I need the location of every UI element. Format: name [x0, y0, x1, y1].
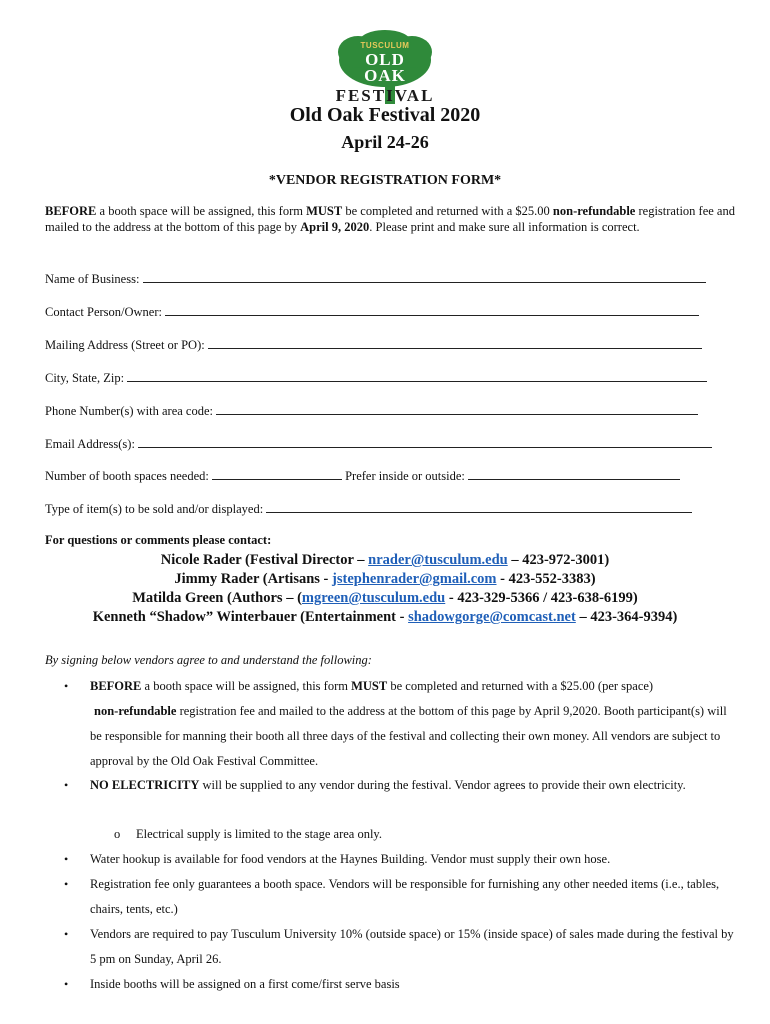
sub-bullet-icon: o — [114, 827, 121, 841]
logo-line-3: FESTIVAL — [335, 86, 435, 105]
contact-person-label: Contact Person/Owner: — [45, 305, 162, 319]
city-state-zip-field[interactable] — [45, 369, 707, 386]
bullet-icon: • — [64, 778, 69, 792]
bullet-icon: • — [64, 927, 69, 941]
bullet-item: • Registration fee only guarantees a booth space. Vendors will be responsible for furnishing any other needed items (i.e., tables, chairs, tents, etc.) — [90, 872, 735, 922]
contact-person-field[interactable] — [45, 303, 699, 320]
contact-person-line[interactable] — [165, 303, 699, 316]
bullet-item: • Inside booths will be assigned on a first come/first serve basis — [90, 972, 735, 997]
contact-email-link[interactable]: nrader@tusculum.edu — [368, 552, 508, 568]
bullet-icon: • — [64, 977, 69, 991]
festival-logo — [330, 30, 440, 106]
logo-top-text: TUSCULUM — [360, 41, 410, 50]
bullet-icon: • — [64, 852, 69, 866]
booth-spaces-line[interactable] — [212, 467, 342, 480]
email-address-field[interactable] — [45, 435, 712, 452]
festival-dates: April 24-26 — [341, 132, 429, 152]
bullet-icon: • — [64, 679, 69, 693]
contact-line: Jimmy Rader (Artisans - jstephenrader@gmail.com - 423-552-3383) — [174, 571, 596, 587]
item-type-line[interactable] — [266, 500, 692, 513]
inside-outside-line[interactable] — [468, 467, 680, 480]
bullet-icon: • — [64, 877, 69, 891]
city-state-zip-line[interactable] — [127, 369, 707, 382]
phone-number-field[interactable] — [45, 402, 698, 419]
inside-outside-label: Prefer inside or outside: — [345, 469, 465, 483]
business-name-label: Name of Business: — [45, 272, 140, 286]
booth-spaces-field[interactable] — [45, 467, 680, 484]
bullet-item: • BEFORE a booth space will be assigned, this form MUST be completed and returned with a $25.00 (per space) non-refundable registration fee and mailed to the address at the bottom of this page by April 9,2020. Booth participant(s) will be responsible for manning their booth all three days of the festival and collecting their own money. All vendors are subject to approval by the Old Oak Festival Committee. — [90, 674, 735, 774]
phone-number-line[interactable] — [216, 402, 698, 415]
business-name-line[interactable] — [143, 270, 706, 283]
business-name-field[interactable] — [45, 270, 706, 287]
contact-email-link[interactable]: shadowgorge@comcast.net — [408, 609, 576, 625]
email-address-line[interactable] — [138, 435, 712, 448]
page-title: Old Oak Festival 2020 — [289, 104, 481, 126]
phone-number-label: Phone Number(s) with area code: — [45, 404, 213, 418]
item-type-label: Type of item(s) to be sold and/or displayed: — [45, 502, 264, 516]
city-state-zip-label: City, State, Zip: — [45, 371, 125, 385]
bullet-item: • Water hookup is available for food vendors at the Haynes Building. Vendor must supply their own hose. — [90, 847, 735, 872]
contacts-list — [0, 551, 770, 627]
email-address-label: Email Address(s): — [45, 437, 135, 451]
contact-line: Matilda Green (Authors – (mgreen@tusculum.edu - 423-329-5366 / 423-638-6199) — [132, 590, 638, 606]
form-title: *VENDOR REGISTRATION FORM* — [268, 173, 502, 188]
logo-line-2: OAK — [364, 66, 406, 85]
contact-email-link[interactable]: jstephenrader@gmail.com — [332, 571, 497, 587]
mailing-address-label: Mailing Address (Street or PO): — [45, 338, 205, 352]
mailing-address-line[interactable] — [208, 336, 702, 349]
sub-bullet-item: o Electrical supply is limited to the stage area only. — [114, 827, 382, 841]
bullet-item: • NO ELECTRICITY will be supplied to any vendor during the festival. Vendor agrees to provide their own electricity. — [90, 773, 735, 798]
intro-paragraph: BEFORE a booth space will be assigned, this form MUST be completed and returned with a $25.00 non-refundable registration fee and mailed to the address at the bottom of this page by April 9, 2020. Please print and make sure all information is correct. — [45, 204, 735, 234]
logo-line-1: OLD — [365, 50, 405, 69]
contact-line: Nicole Rader (Festival Director – nrader@tusculum.edu – 423-972-3001) — [160, 552, 610, 568]
bullet-item: • Vendors are required to pay Tusculum University 10% (outside space) or 15% (inside space) of sales made during the festival by 5 pm on Sunday, April 26. — [90, 922, 735, 972]
questions-heading: For questions or comments please contact: — [45, 533, 272, 547]
contact-email-link[interactable]: mgreen@tusculum.edu — [301, 590, 446, 606]
booth-spaces-label: Number of booth spaces needed: — [45, 469, 209, 483]
item-type-field[interactable] — [45, 500, 692, 517]
agreement-heading: By signing below vendors agree to and understand the following: — [45, 653, 372, 667]
contact-line: Kenneth “Shadow” Winterbauer (Entertainment - shadowgorge@comcast.net – 423-364-9394) — [92, 609, 678, 625]
mailing-address-field[interactable] — [45, 336, 702, 353]
